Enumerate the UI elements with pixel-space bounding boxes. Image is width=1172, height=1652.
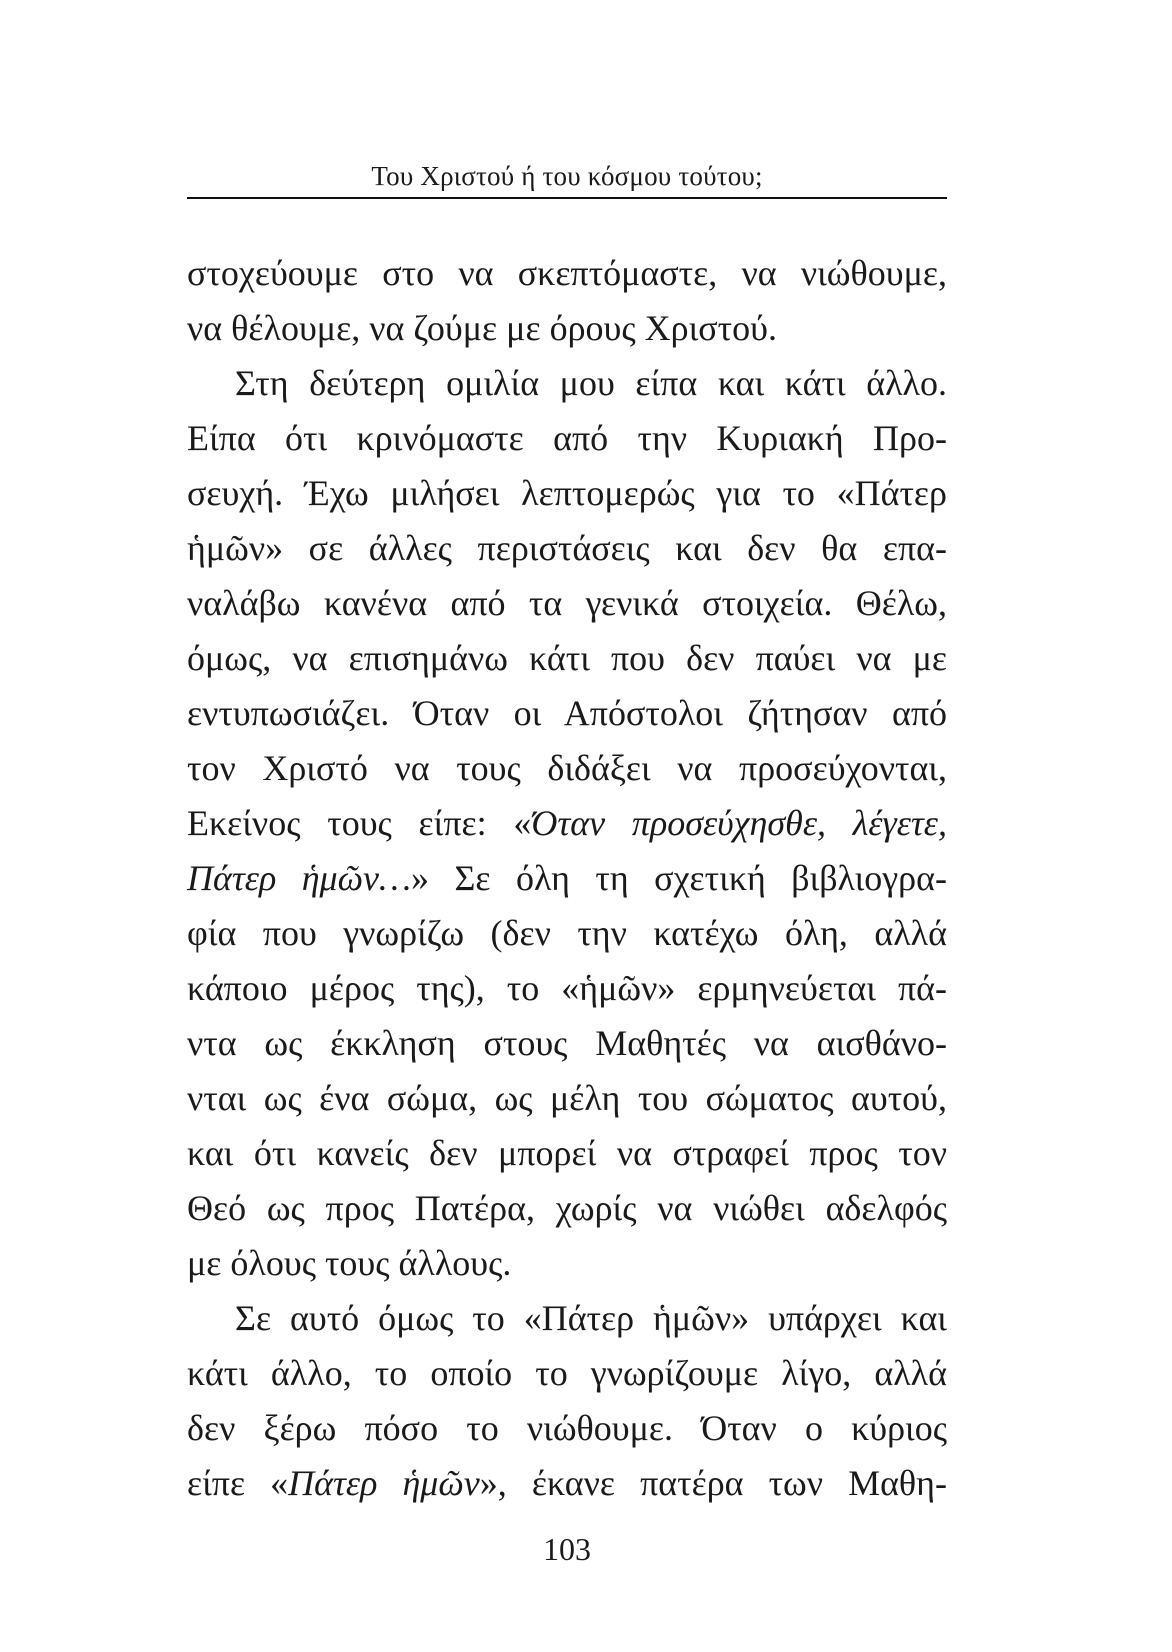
- text-line: Είπα ότι κρινόμαστε από την Κυριακή Προ-: [187, 418, 947, 458]
- text-line-with-quote: [187, 796, 947, 851]
- text-line: Θεό ως προς Πατέρα, χωρίς να νιώθει αδελφός: [187, 1188, 947, 1228]
- text-line: ναλάβω κανένα από τα γενικά στοιχεία. Θέλω,: [187, 583, 947, 623]
- text-line: με όλους τους άλλους.: [187, 1243, 512, 1283]
- text-line: δεν ξέρω πόσο το νιώθουμε. Όταν ο κύριος: [187, 1408, 947, 1448]
- text-line: κάποιο μέρος της), το «ἡμῶν» ερμηνεύεται πά-: [187, 968, 947, 1008]
- paragraph-first-line: Σε αυτό όμως το «Πάτερ ἡμῶν» υπάρχει και: [235, 1298, 947, 1338]
- text-line: και ότι κανείς δεν μπορεί να στραφεί προς τον: [187, 1133, 947, 1173]
- text-line: σευχή. Έχω μιλήσει λεπτομερώς για το «Πάτερ: [187, 473, 947, 513]
- line-text: » Σε όλη τη σχετική βιβλιογρα-: [411, 858, 947, 898]
- italic-quote: Όταν προσεύχησθε, λέγετε,: [531, 803, 947, 843]
- text-line: όμως, να επισημάνω κάτι που δεν παύει να με: [187, 638, 947, 678]
- text-line: φία που γνωρίζω (δεν την κατέχω όλη, αλλά: [187, 913, 947, 953]
- running-header-title: Του Χριστού ή του κόσμου τούτου;: [371, 161, 763, 191]
- text-line: στοχεύουμε στο να σκεπτόμαστε, να νιώθουμε,: [187, 253, 947, 293]
- text-line-with-quote: [187, 1456, 947, 1511]
- line-text: Εκείνος τους είπε: «: [187, 803, 532, 843]
- italic-quote: Πάτερ ἡμῶν…: [187, 858, 412, 898]
- italic-quote: Πάτερ ἡμῶν: [288, 1463, 480, 1503]
- text-line: τον Χριστό να τους διδάξει να προσεύχονται,: [187, 748, 947, 788]
- text-line: να θέλουμε, να ζούμε με όρους Χριστού.: [187, 308, 777, 348]
- text-line-with-quote: [187, 851, 947, 906]
- text-line: ντα ως έκκληση στους Μαθητές να αισθάνο-: [187, 1023, 947, 1063]
- text-line: εντυπωσιάζει. Όταν οι Απόστολοι ζήτησαν από: [187, 693, 947, 733]
- text-line: ἡμῶν» σε άλλες περιστάσεις και δεν θα επα-: [187, 528, 947, 568]
- header-rule: [187, 197, 947, 199]
- line-text: », έκανε πατέρα των Μαθη-: [479, 1463, 947, 1503]
- body-text: [187, 246, 947, 1511]
- text-line: κάτι άλλο, το οποίο το γνωρίζουμε λίγο, αλλά: [187, 1353, 947, 1393]
- text-line: νται ως ένα σώμα, ως μέλη του σώματος αυτού,: [187, 1078, 947, 1118]
- paragraph-first-line: Στη δεύτερη ομιλία μου είπα και κάτι άλλο.: [235, 363, 947, 403]
- page-number: 103: [543, 1531, 591, 1567]
- line-text: είπε «: [187, 1463, 289, 1503]
